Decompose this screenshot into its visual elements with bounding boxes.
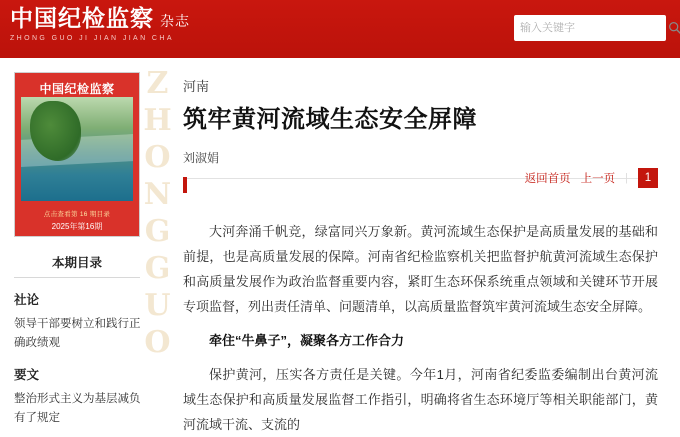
pager-separator: |	[625, 172, 628, 184]
catalog-item[interactable]: 领导干部要树立和践行正确政绩观	[14, 318, 141, 349]
logo-title-row	[10, 6, 240, 32]
search-input[interactable]	[514, 22, 668, 34]
article-body	[183, 219, 658, 437]
sidebar	[0, 58, 175, 425]
article-subheading: 牵住“牛鼻子”，凝聚各方工作合力	[209, 333, 405, 348]
catalog-section-features	[14, 365, 144, 428]
logo-suffix: 杂志	[160, 14, 190, 30]
catalog-section-head: 要文	[14, 368, 40, 382]
article	[155, 58, 680, 432]
logo-pinyin: ZHONG GUO JI JIAN JIAN CHA	[10, 35, 174, 42]
article-kicker: 河南	[183, 79, 210, 94]
search-button[interactable]	[668, 15, 680, 41]
page-title: 筑牢黄河流域生态安全屏障	[183, 104, 477, 133]
catalog-item[interactable]: 整治形式主义为基层减负有了规定	[14, 393, 141, 424]
catalog-section-editorial	[14, 290, 144, 353]
cover-footer-note: 点击查看第 16 期目录	[43, 211, 111, 218]
site-logo[interactable]	[10, 6, 240, 42]
article-byline: 刘淑娟	[183, 151, 220, 165]
background-watermark: ZHONGGUO	[140, 66, 175, 362]
magazine-cover[interactable]	[14, 72, 140, 237]
search-box[interactable]	[514, 15, 666, 41]
cover-issue-label: 2025年第16期	[51, 222, 103, 231]
cover-title: 中国纪检监察	[39, 82, 115, 96]
prev-page-link[interactable]: 上一页	[580, 173, 616, 185]
page-body	[0, 58, 680, 432]
article-paragraph: 保护黄河，压实各方责任是关键。今年1月，河南省纪委监委编制出台黄河流域生态保护和高质量发展监督工作指引，明确将省生态环境厅等相关职能部门，黄河流域干流、支流的	[183, 367, 658, 432]
back-home-link[interactable]: 返回首页	[524, 173, 571, 185]
article-paragraph: 大河奔涌千帆竞，绿富同兴万象新。黄河流域生态保护是高质量发展的基础和前提，也是高质量发展的保障。河南省纪检监察机关把监督护航黄河流域生态保护和高质量发展作为政治监督重要内容，紧盯生态环保系统重点领域和关键环节开展专项监督，列出责任清单、问题清单，以高质量监督筑牢黄河流域生态安全屏障。	[183, 224, 658, 314]
search-icon	[668, 21, 680, 35]
catalog-title: 本期目录	[14, 253, 140, 278]
site-header	[0, 0, 680, 58]
logo-title: 中国纪检监察	[10, 5, 154, 32]
article-toolbar	[183, 172, 658, 205]
pagination	[525, 168, 658, 188]
page-number-1[interactable]: 1	[638, 168, 658, 188]
cover-photo	[21, 97, 133, 201]
catalog-section-head: 社论	[14, 293, 40, 307]
